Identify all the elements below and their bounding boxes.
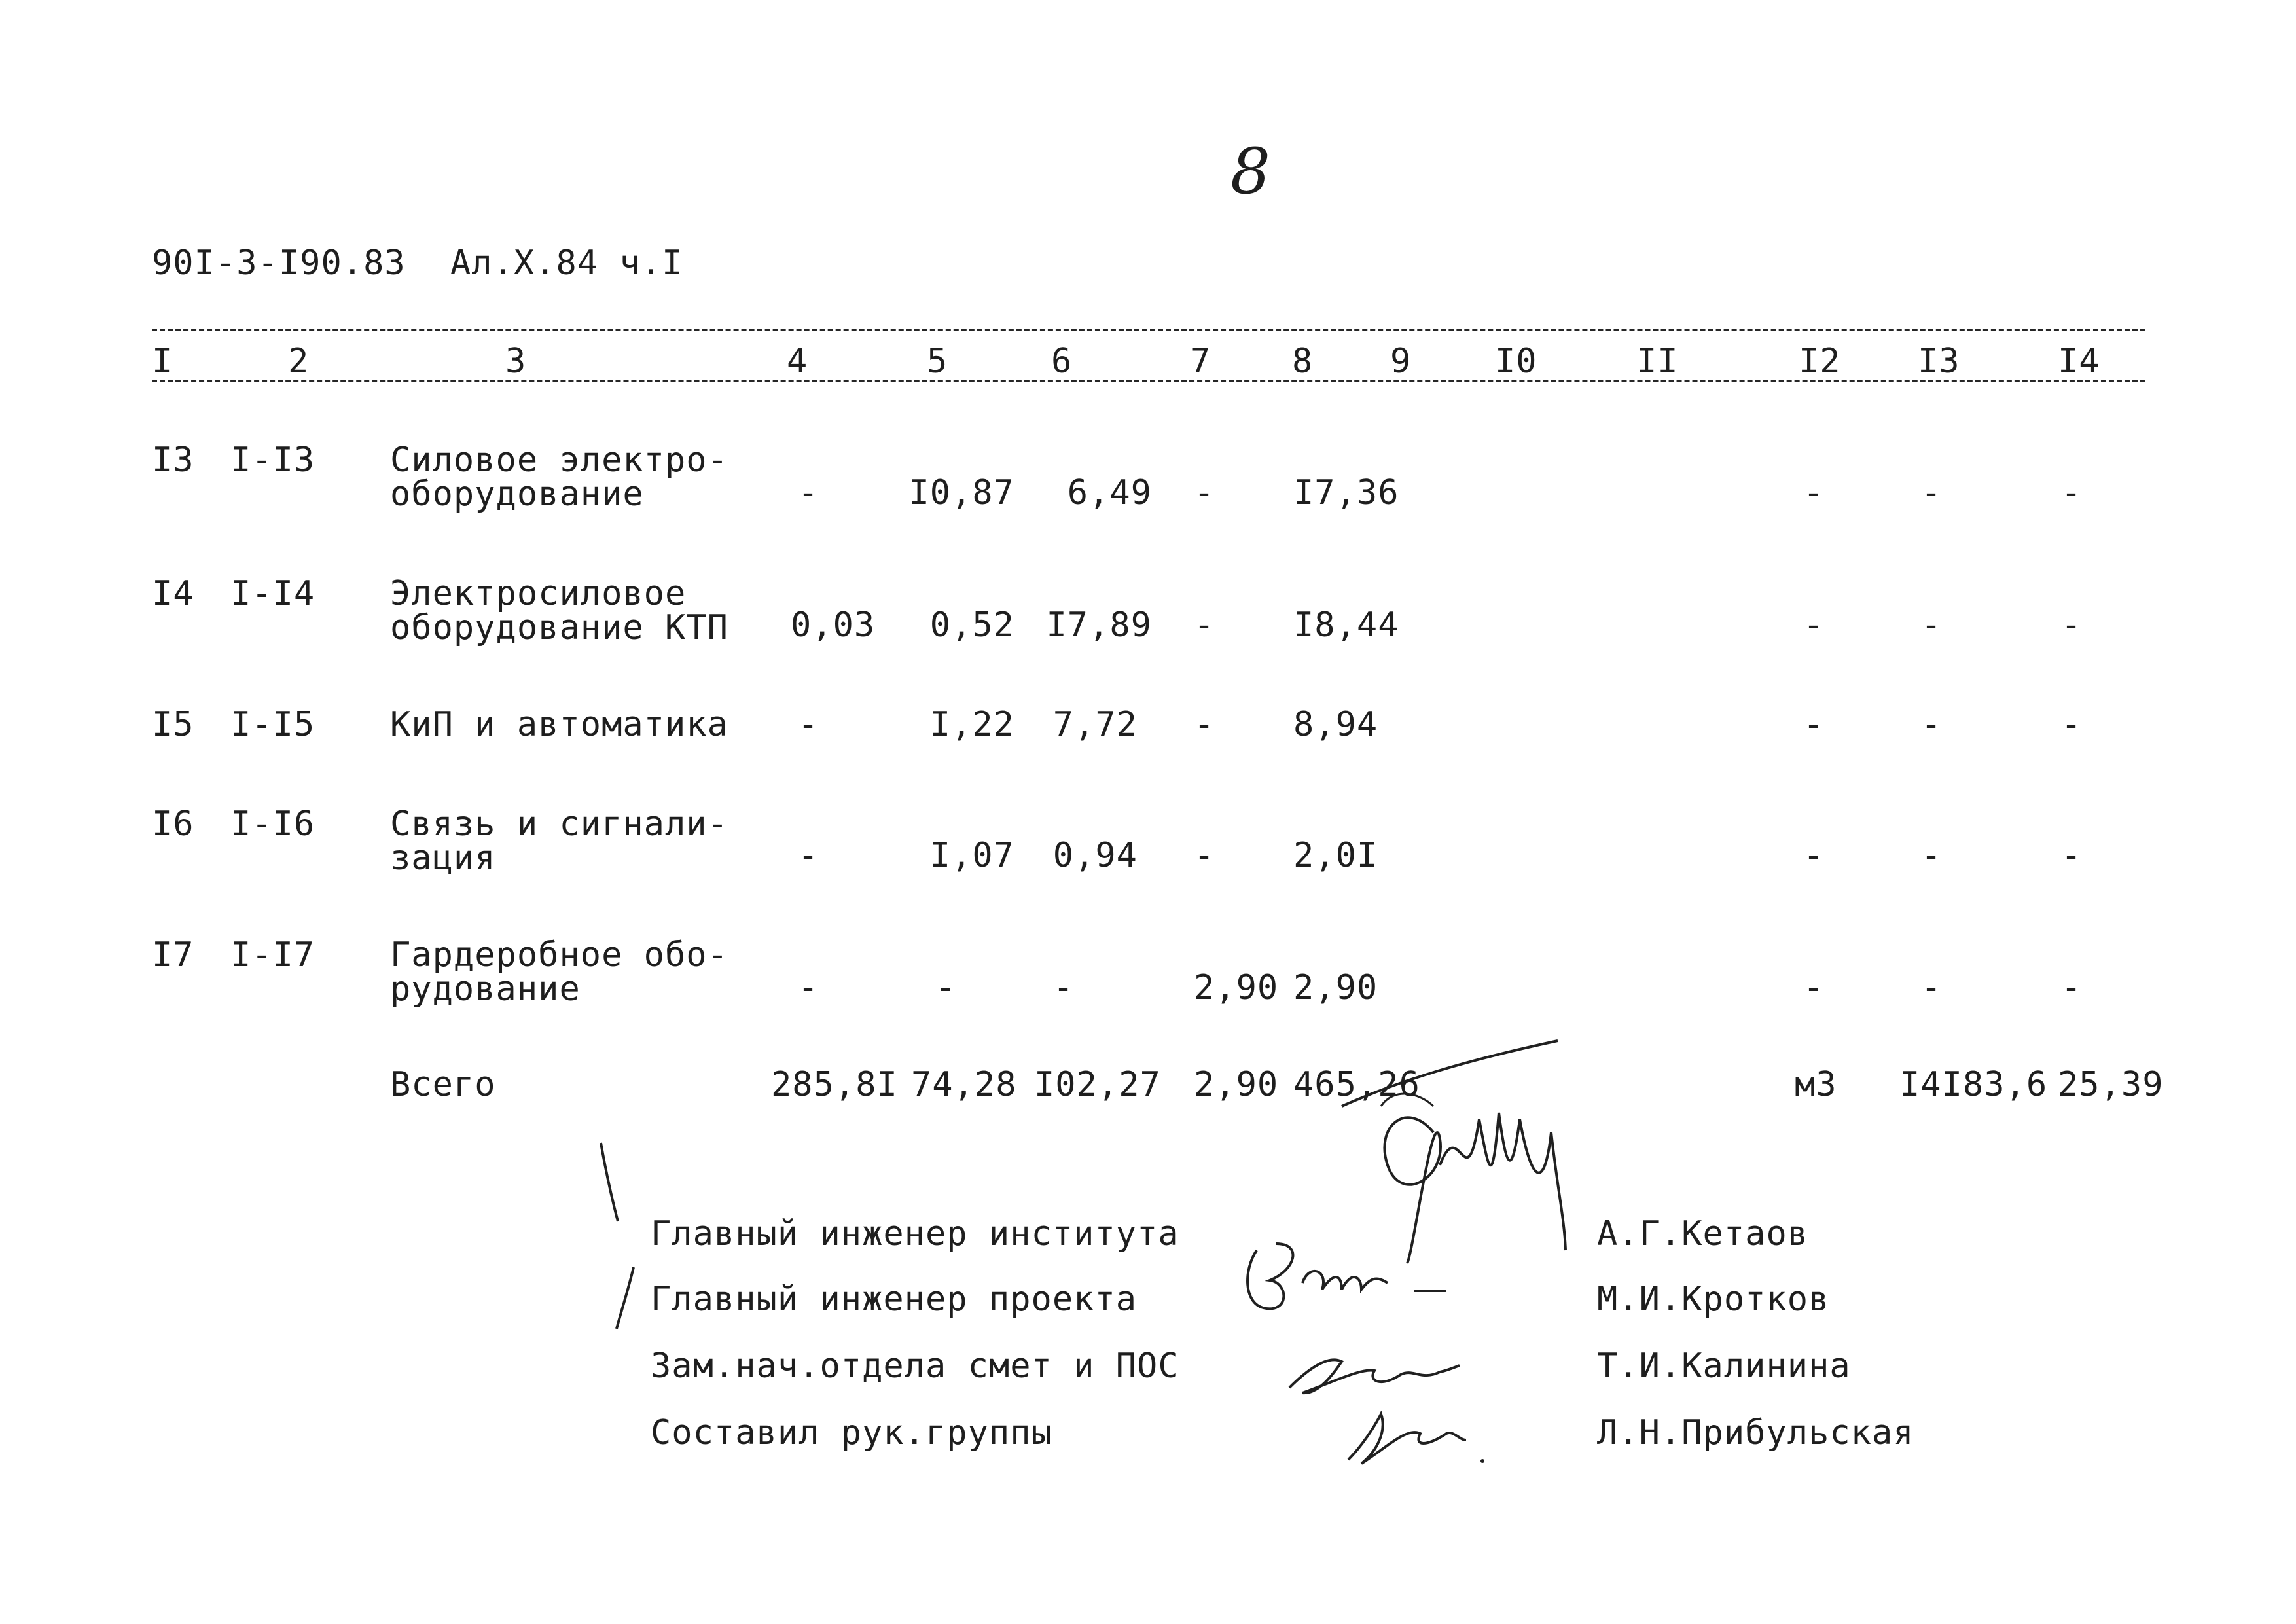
- row-number: I4: [152, 574, 194, 613]
- column-number: I0: [1495, 342, 1537, 381]
- row-number: I7: [152, 935, 194, 975]
- signatory-name: Т.И.Калинина: [1597, 1346, 1851, 1386]
- column-number: 2: [288, 342, 310, 381]
- cell-col8: 8,94: [1293, 705, 1378, 744]
- total-col12-unit: м3: [1795, 1065, 1837, 1104]
- row-name-line2: рудование: [390, 969, 581, 1009]
- column-number: 3: [505, 342, 527, 381]
- column-number: I4: [2058, 342, 2100, 381]
- cell-col13: -: [1920, 473, 1943, 513]
- margin-slash-mark: [611, 1263, 644, 1335]
- cell-col14: -: [2060, 473, 2083, 513]
- total-col14: 25,39: [2058, 1065, 2164, 1104]
- table-top-rule: [152, 329, 2145, 331]
- cell-col8: I7,36: [1293, 473, 1399, 513]
- column-number: 6: [1051, 342, 1073, 381]
- signatory-role: Главный инженер института: [651, 1214, 1179, 1254]
- cell-col4: 0,03: [791, 605, 876, 645]
- cell-col7: -: [1193, 473, 1215, 513]
- signature-group-head: [1335, 1401, 1505, 1473]
- signature-deputy-head-estimates: [1276, 1342, 1473, 1401]
- cell-col14: -: [2060, 836, 2083, 875]
- total-label: Всего: [390, 1065, 496, 1104]
- row-code: I-I6: [230, 804, 315, 844]
- cell-col4: -: [797, 705, 819, 744]
- cell-col8: 2,0I: [1293, 836, 1378, 875]
- cell-col13: -: [1920, 705, 1943, 744]
- column-number: 7: [1190, 342, 1211, 381]
- column-number: 4: [787, 342, 808, 381]
- cell-col5: -: [935, 968, 957, 1007]
- signatory-role: Зам.нач.отдела смет и ПОС: [651, 1346, 1179, 1386]
- cell-col8: 2,90: [1293, 968, 1378, 1007]
- column-number: 5: [927, 342, 948, 381]
- signatory-name: А.Г.Кетаов: [1597, 1214, 1809, 1254]
- page-number: 8: [1230, 135, 1271, 208]
- cell-col13: -: [1920, 836, 1943, 875]
- row-name-line1: Электросиловое: [390, 574, 687, 613]
- column-number: 8: [1292, 342, 1314, 381]
- row-code: I-I3: [230, 441, 315, 480]
- cell-col4: -: [797, 836, 819, 875]
- signatory-name: М.И.Кротков: [1597, 1280, 1830, 1319]
- row-name-line2: зация: [390, 839, 496, 878]
- cell-col12: -: [1803, 473, 1825, 513]
- column-number: I2: [1799, 342, 1841, 381]
- row-number: I5: [152, 705, 194, 744]
- column-number: II: [1636, 342, 1679, 381]
- cell-col6: 0,94: [1052, 836, 1138, 875]
- row-name-line2: оборудование: [390, 475, 644, 514]
- cell-col5: I,07: [929, 836, 1014, 875]
- row-name-line2: оборудование КТП: [390, 608, 728, 647]
- cell-col5: I0,87: [908, 473, 1014, 513]
- signature-chief-engineer-project: [1230, 1231, 1479, 1322]
- document-code: 90I-3-I90.83: [152, 244, 406, 283]
- cell-col12: -: [1803, 705, 1825, 744]
- row-number: I6: [152, 804, 194, 844]
- cell-col6: 6,49: [1067, 473, 1152, 513]
- column-number: I3: [1918, 342, 1960, 381]
- cell-col7: -: [1193, 705, 1215, 744]
- signatory-role: Главный инженер проекта: [651, 1280, 1138, 1319]
- row-number: I3: [152, 441, 194, 480]
- cell-col14: -: [2060, 605, 2083, 645]
- total-col7: 2,90: [1194, 1065, 1279, 1104]
- total-col8: 465,26: [1293, 1065, 1420, 1104]
- signatory-name: Л.Н.Прибульская: [1597, 1413, 1914, 1453]
- row-name-line1: КиП и автоматика: [390, 705, 728, 744]
- cell-col4: -: [797, 473, 819, 513]
- cell-col14: -: [2060, 705, 2083, 744]
- column-number: I: [152, 342, 173, 381]
- total-col6: I02,27: [1034, 1065, 1161, 1104]
- cell-col13: -: [1920, 605, 1943, 645]
- cell-col13: -: [1920, 968, 1943, 1007]
- row-name-line1: Связь и сигнали-: [390, 804, 728, 844]
- cell-col7: -: [1193, 836, 1215, 875]
- signatory-role: Составил рук.группы: [651, 1413, 1052, 1453]
- album-reference: Ал.Х.84 ч.I: [450, 244, 683, 283]
- total-col13: I4I83,6: [1899, 1065, 2048, 1104]
- cell-col7: 2,90: [1194, 968, 1279, 1007]
- row-code: I-I7: [230, 935, 315, 975]
- cell-col6: -: [1052, 968, 1075, 1007]
- cell-col7: -: [1193, 605, 1215, 645]
- row-code: I-I4: [230, 574, 315, 613]
- cell-col12: -: [1803, 968, 1825, 1007]
- cell-col5: I,22: [929, 705, 1014, 744]
- row-code: I-I5: [230, 705, 315, 744]
- margin-tick-mark: [596, 1139, 635, 1231]
- cell-col5: 0,52: [929, 605, 1014, 645]
- cell-col6: I7,89: [1046, 605, 1152, 645]
- cell-col12: -: [1803, 605, 1825, 645]
- cell-col8: I8,44: [1293, 605, 1399, 645]
- total-col5: 74,28: [911, 1065, 1017, 1104]
- column-number: 9: [1390, 342, 1412, 381]
- cell-col4: -: [797, 968, 819, 1007]
- total-col4: 285,8I: [771, 1065, 898, 1104]
- cell-col14: -: [2060, 968, 2083, 1007]
- table-header-rule: [152, 380, 2145, 382]
- row-name-line1: Гардеробное обо-: [390, 935, 728, 975]
- cell-col6: 7,72: [1052, 705, 1138, 744]
- cell-col12: -: [1803, 836, 1825, 875]
- row-name-line1: Силовое электро-: [390, 441, 728, 480]
